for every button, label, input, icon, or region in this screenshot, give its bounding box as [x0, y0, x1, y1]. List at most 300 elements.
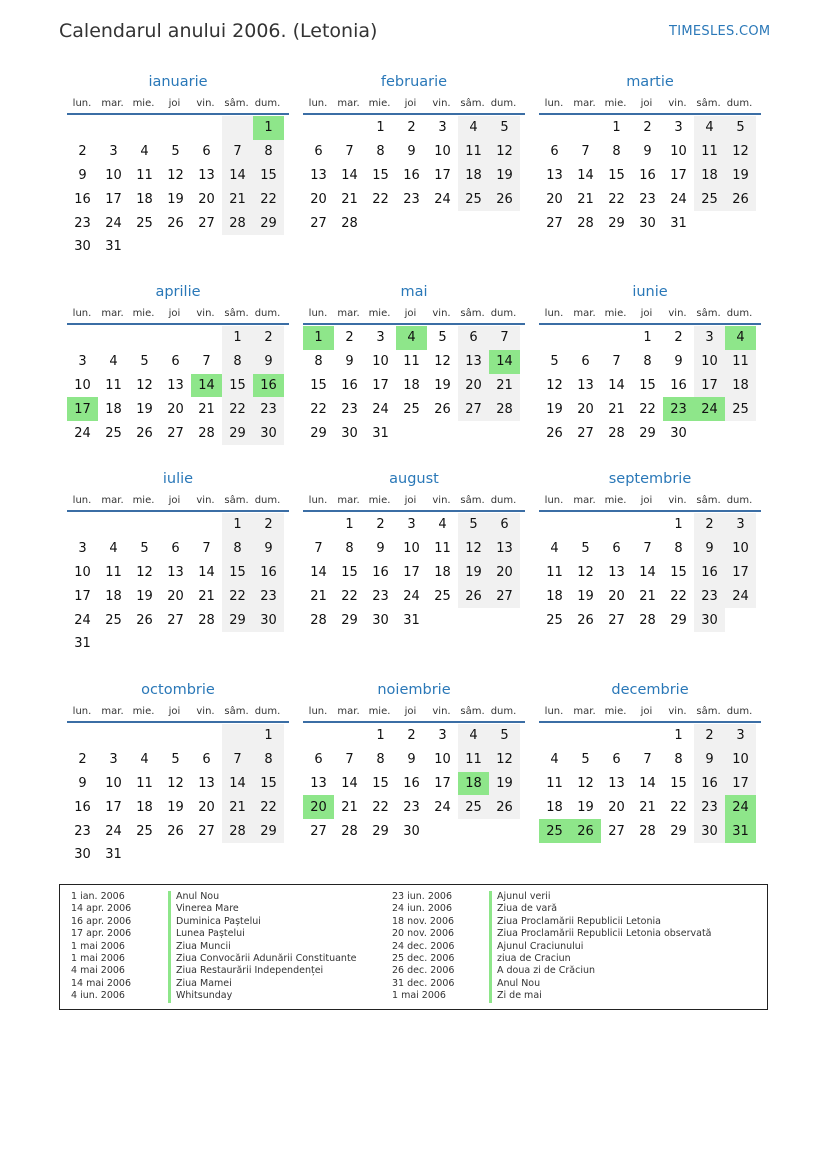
- weekday-label: joi: [640, 705, 653, 717]
- empty-cell: [539, 116, 570, 140]
- day-cell: 16: [74, 799, 91, 815]
- weekday-label: lun.: [308, 97, 328, 109]
- day-cell: 11: [546, 775, 563, 791]
- day-cell: 2: [674, 330, 683, 346]
- holiday-date: 16 apr. 2006: [71, 915, 132, 927]
- day-cell: 9: [345, 354, 354, 370]
- empty-cell: [539, 326, 570, 350]
- empty-cell: [601, 326, 632, 350]
- day-cell: 24: [372, 401, 389, 417]
- day-cell: 4: [140, 144, 149, 160]
- day-cell: 1: [253, 724, 284, 748]
- day-grid: [303, 724, 525, 843]
- day-cell: 20: [198, 191, 215, 207]
- day-cell: 10: [694, 350, 725, 374]
- day-cell: 27: [608, 823, 625, 839]
- empty-cell: [191, 116, 222, 140]
- holiday-day: 17: [67, 397, 98, 421]
- holiday-day: 23: [663, 397, 694, 421]
- day-cell: 5: [725, 116, 756, 140]
- month-iulie: [67, 468, 289, 656]
- empty-cell: [303, 724, 334, 748]
- day-cell: 11: [403, 354, 420, 370]
- holiday-name: Duminica Paștelui: [168, 916, 261, 928]
- day-cell: 7: [202, 541, 211, 557]
- holiday-date: 1 ian. 2006: [71, 891, 125, 902]
- weekday-label: vin.: [668, 494, 687, 506]
- day-cell: 22: [608, 191, 625, 207]
- month-februarie: [303, 71, 525, 235]
- day-cell: 30: [74, 847, 91, 863]
- day-cell: 29: [341, 612, 358, 628]
- holiday-name: A doua zi de Crăciun: [489, 965, 595, 977]
- day-cell: 9: [253, 350, 284, 374]
- day-cell: 18: [546, 588, 563, 604]
- empty-cell: [98, 116, 129, 140]
- empty-cell: [222, 724, 253, 748]
- day-cell: 10: [725, 537, 756, 561]
- day-cell: 29: [372, 823, 389, 839]
- empty-cell: [632, 724, 663, 748]
- holiday-date: 25 dec. 2006: [392, 952, 455, 964]
- day-cell: 8: [345, 541, 354, 557]
- weekday-header: [303, 701, 525, 723]
- day-cell: 23: [341, 401, 358, 417]
- holiday-name: Ziua Proclamării Republicii Letonia: [489, 916, 661, 928]
- weekday-label: dum.: [254, 307, 281, 319]
- day-cell: 8: [222, 350, 253, 374]
- holiday-day: 24: [694, 397, 725, 421]
- day-cell: 17: [105, 191, 122, 207]
- day-cell: 11: [694, 140, 725, 164]
- day-cell: 10: [670, 144, 687, 160]
- day-cell: 13: [458, 350, 489, 374]
- weekday-label: mar.: [573, 97, 596, 109]
- day-cell: 8: [314, 354, 323, 370]
- day-cell: 6: [314, 752, 323, 768]
- day-cell: 1: [674, 517, 683, 533]
- weekday-label: mie.: [132, 494, 155, 506]
- day-cell: 13: [310, 775, 327, 791]
- day-cell: 16: [403, 167, 420, 183]
- day-cell: 30: [372, 612, 389, 628]
- empty-cell: [427, 608, 458, 632]
- day-cell: 24: [74, 425, 91, 441]
- day-cell: 30: [253, 421, 284, 445]
- day-grid: [67, 326, 289, 445]
- day-cell: 18: [694, 164, 725, 188]
- day-cell: 6: [202, 144, 211, 160]
- empty-cell: [222, 235, 253, 259]
- day-cell: 26: [489, 187, 520, 211]
- holiday-name: Vinerea Mare: [168, 903, 239, 915]
- holiday-day: 26: [570, 819, 601, 843]
- weekday-label: mar.: [337, 705, 360, 717]
- holiday-list: [59, 884, 768, 1010]
- day-cell: 3: [109, 752, 118, 768]
- empty-cell: [489, 608, 520, 632]
- day-cell: 3: [78, 354, 87, 370]
- day-cell: 16: [74, 191, 91, 207]
- day-cell: 12: [167, 167, 184, 183]
- day-cell: 16: [639, 167, 656, 183]
- day-cell: 14: [222, 164, 253, 188]
- day-cell: 13: [198, 775, 215, 791]
- day-cell: 25: [403, 401, 420, 417]
- month-name: martie: [626, 74, 674, 90]
- empty-cell: [67, 116, 98, 140]
- weekday-label: mie.: [132, 705, 155, 717]
- day-cell: 31: [670, 215, 687, 231]
- day-grid: [303, 513, 525, 632]
- day-cell: 31: [403, 612, 420, 628]
- day-cell: 25: [136, 215, 153, 231]
- day-cell: 19: [136, 588, 153, 604]
- holiday-row: [71, 990, 357, 1002]
- day-cell: 24: [105, 215, 122, 231]
- weekday-label: mie.: [368, 494, 391, 506]
- day-cell: 17: [403, 564, 420, 580]
- day-cell: 18: [458, 164, 489, 188]
- holiday-name: Ajunul verii: [489, 891, 551, 903]
- day-cell: 2: [78, 144, 87, 160]
- day-grid: [539, 116, 761, 235]
- day-cell: 9: [253, 537, 284, 561]
- holiday-date: 1 mai 2006: [71, 952, 125, 964]
- day-cell: 17: [725, 561, 756, 585]
- weekday-label: vin.: [196, 97, 215, 109]
- holiday-row: [392, 990, 712, 1002]
- day-cell: 26: [546, 425, 563, 441]
- day-cell: 8: [253, 748, 284, 772]
- weekday-label: joi: [640, 494, 653, 506]
- day-cell: 1: [222, 513, 253, 537]
- weekday-header: [539, 490, 761, 512]
- day-cell: 28: [639, 612, 656, 628]
- day-cell: 1: [674, 728, 683, 744]
- weekday-label: mar.: [101, 705, 124, 717]
- weekday-label: joi: [168, 705, 181, 717]
- day-cell: 25: [136, 823, 153, 839]
- day-cell: 4: [140, 752, 149, 768]
- day-cell: 11: [136, 167, 153, 183]
- day-cell: 3: [694, 326, 725, 350]
- day-cell: 4: [550, 752, 559, 768]
- weekday-label: vin.: [196, 705, 215, 717]
- weekday-label: vin.: [668, 705, 687, 717]
- day-cell: 20: [167, 588, 184, 604]
- day-cell: 29: [253, 819, 284, 843]
- day-cell: 8: [612, 144, 621, 160]
- holiday-date: 18 nov. 2006: [392, 915, 455, 927]
- day-cell: 13: [310, 167, 327, 183]
- day-cell: 4: [550, 541, 559, 557]
- day-cell: 19: [725, 164, 756, 188]
- day-cell: 7: [345, 144, 354, 160]
- empty-cell: [396, 421, 427, 445]
- empty-cell: [222, 116, 253, 140]
- day-cell: 5: [438, 330, 447, 346]
- holiday-row: [71, 941, 357, 953]
- holiday-day: 25: [539, 819, 570, 843]
- day-cell: 28: [222, 211, 253, 235]
- day-cell: 16: [694, 772, 725, 796]
- holiday-date: 1 mai 2006: [392, 990, 446, 1002]
- holiday-row: [71, 903, 357, 915]
- weekday-label: mie.: [604, 97, 627, 109]
- day-cell: 22: [341, 588, 358, 604]
- day-cell: 10: [372, 354, 389, 370]
- month-mai: [303, 281, 525, 445]
- day-cell: 30: [253, 608, 284, 632]
- weekday-label: vin.: [196, 494, 215, 506]
- month-name: mai: [400, 284, 428, 300]
- holiday-row: [71, 928, 357, 940]
- weekday-label: mar.: [337, 97, 360, 109]
- day-cell: 14: [608, 377, 625, 393]
- empty-cell: [303, 116, 334, 140]
- weekday-label: lun.: [72, 97, 92, 109]
- day-cell: 22: [310, 401, 327, 417]
- day-cell: 19: [458, 561, 489, 585]
- day-cell: 8: [376, 144, 385, 160]
- day-cell: 11: [458, 140, 489, 164]
- day-cell: 21: [198, 588, 215, 604]
- day-cell: 12: [458, 537, 489, 561]
- day-cell: 25: [458, 795, 489, 819]
- day-cell: 5: [581, 752, 590, 768]
- day-cell: 22: [222, 397, 253, 421]
- holiday-date: 4 iun. 2006: [71, 990, 125, 1002]
- day-cell: 9: [674, 354, 683, 370]
- weekday-label: dum.: [726, 494, 753, 506]
- day-cell: 1: [376, 120, 385, 136]
- empty-cell: [489, 211, 520, 235]
- day-cell: 23: [694, 795, 725, 819]
- day-cell: 12: [546, 377, 563, 393]
- weekday-label: lun.: [544, 705, 564, 717]
- weekday-label: mar.: [337, 307, 360, 319]
- holiday-date: 4 mai 2006: [71, 965, 125, 977]
- empty-cell: [98, 724, 129, 748]
- day-cell: 13: [489, 537, 520, 561]
- day-cell: 20: [608, 588, 625, 604]
- weekday-label: lun.: [308, 494, 328, 506]
- day-cell: 13: [546, 167, 563, 183]
- day-cell: 30: [341, 425, 358, 441]
- weekday-header: [303, 303, 525, 325]
- day-cell: 27: [167, 612, 184, 628]
- weekday-label: vin.: [432, 494, 451, 506]
- day-cell: 5: [140, 541, 149, 557]
- day-cell: 19: [434, 377, 451, 393]
- empty-cell: [129, 326, 160, 350]
- weekday-label: mar.: [101, 97, 124, 109]
- day-cell: 9: [376, 541, 385, 557]
- empty-cell: [427, 819, 458, 843]
- day-cell: 26: [136, 612, 153, 628]
- day-cell: 24: [670, 191, 687, 207]
- day-cell: 26: [489, 795, 520, 819]
- month-aprilie: [67, 281, 289, 445]
- day-cell: 16: [694, 561, 725, 585]
- empty-cell: [427, 211, 458, 235]
- day-cell: 15: [372, 167, 389, 183]
- day-cell: 20: [458, 374, 489, 398]
- day-cell: 9: [643, 144, 652, 160]
- page-title: Calendarul anului 2006. (Letonia): [59, 20, 378, 42]
- day-cell: 16: [341, 377, 358, 393]
- weekday-label: sâm.: [460, 97, 485, 109]
- weekday-label: mie.: [368, 97, 391, 109]
- day-cell: 9: [407, 144, 416, 160]
- day-cell: 27: [608, 612, 625, 628]
- day-cell: 23: [253, 584, 284, 608]
- holiday-name: Anul Nou: [168, 891, 219, 903]
- holiday-day: 31: [725, 819, 756, 843]
- day-cell: 3: [725, 724, 756, 748]
- holiday-date: 17 apr. 2006: [71, 928, 132, 940]
- day-cell: 25: [105, 612, 122, 628]
- day-cell: 12: [577, 564, 594, 580]
- day-cell: 6: [171, 541, 180, 557]
- day-cell: 26: [167, 215, 184, 231]
- day-cell: 15: [639, 377, 656, 393]
- day-cell: 2: [376, 517, 385, 533]
- weekday-label: mie.: [368, 307, 391, 319]
- day-cell: 19: [489, 772, 520, 796]
- day-cell: 14: [639, 564, 656, 580]
- day-cell: 27: [198, 823, 215, 839]
- day-cell: 10: [725, 748, 756, 772]
- day-cell: 16: [372, 564, 389, 580]
- day-cell: 2: [407, 120, 416, 136]
- day-cell: 30: [694, 608, 725, 632]
- empty-cell: [539, 724, 570, 748]
- holiday-row: [392, 903, 712, 915]
- day-cell: 3: [109, 144, 118, 160]
- day-cell: 2: [643, 120, 652, 136]
- day-cell: 8: [643, 354, 652, 370]
- holiday-name: Anul Nou: [489, 978, 540, 990]
- day-cell: 31: [105, 239, 122, 255]
- empty-cell: [160, 235, 191, 259]
- day-cell: 30: [403, 823, 420, 839]
- day-cell: 22: [372, 191, 389, 207]
- day-cell: 20: [310, 191, 327, 207]
- day-cell: 18: [105, 588, 122, 604]
- empty-cell: [427, 421, 458, 445]
- day-cell: 9: [694, 748, 725, 772]
- day-cell: 27: [577, 425, 594, 441]
- weekday-label: lun.: [72, 307, 92, 319]
- empty-cell: [334, 724, 365, 748]
- day-cell: 26: [434, 401, 451, 417]
- brand-link[interactable]: TIMESLES.COM: [669, 24, 771, 39]
- day-cell: 30: [694, 819, 725, 843]
- holiday-row: [392, 953, 712, 965]
- day-cell: 20: [577, 401, 594, 417]
- day-cell: 17: [670, 167, 687, 183]
- day-cell: 19: [489, 164, 520, 188]
- empty-cell: [334, 116, 365, 140]
- day-grid: [539, 326, 761, 445]
- weekday-label: mie.: [604, 307, 627, 319]
- day-cell: 22: [372, 799, 389, 815]
- day-cell: 5: [171, 144, 180, 160]
- holiday-column-right: [392, 891, 712, 1003]
- day-cell: 6: [550, 144, 559, 160]
- weekday-label: sâm.: [224, 97, 249, 109]
- weekday-label: dum.: [490, 97, 517, 109]
- day-cell: 1: [345, 517, 354, 533]
- empty-cell: [191, 632, 222, 656]
- weekday-label: joi: [640, 97, 653, 109]
- empty-cell: [253, 632, 284, 656]
- day-cell: 8: [376, 752, 385, 768]
- day-cell: 12: [489, 140, 520, 164]
- empty-cell: [160, 843, 191, 867]
- day-grid: [303, 326, 525, 445]
- weekday-header: [67, 490, 289, 512]
- holiday-name: Whitsunday: [168, 990, 232, 1002]
- weekday-label: vin.: [432, 97, 451, 109]
- day-cell: 18: [136, 799, 153, 815]
- day-cell: 14: [341, 775, 358, 791]
- holiday-name: Zi de mai: [489, 990, 542, 1002]
- day-cell: 25: [725, 397, 756, 421]
- day-cell: 28: [608, 425, 625, 441]
- empty-cell: [160, 724, 191, 748]
- day-cell: 19: [167, 191, 184, 207]
- holiday-date: 20 nov. 2006: [392, 928, 455, 940]
- day-cell: 3: [438, 120, 447, 136]
- day-cell: 1: [612, 120, 621, 136]
- day-cell: 22: [670, 588, 687, 604]
- day-cell: 17: [694, 374, 725, 398]
- weekday-label: dum.: [490, 705, 517, 717]
- day-cell: 29: [253, 211, 284, 235]
- weekday-label: sâm.: [460, 705, 485, 717]
- day-cell: 25: [105, 425, 122, 441]
- holiday-date: 14 apr. 2006: [71, 903, 132, 915]
- holiday-date: 24 iun. 2006: [392, 903, 453, 915]
- empty-cell: [67, 326, 98, 350]
- empty-cell: [129, 513, 160, 537]
- weekday-label: mie.: [368, 705, 391, 717]
- weekday-header: [539, 303, 761, 325]
- holiday-date: 23 iun. 2006: [392, 891, 453, 902]
- day-cell: 26: [458, 584, 489, 608]
- day-cell: 27: [310, 215, 327, 231]
- day-cell: 15: [253, 772, 284, 796]
- day-cell: 29: [310, 425, 327, 441]
- weekday-label: joi: [404, 494, 417, 506]
- day-cell: 29: [670, 612, 687, 628]
- day-cell: 10: [434, 752, 451, 768]
- empty-cell: [365, 211, 396, 235]
- holiday-row: [392, 891, 712, 903]
- day-cell: 15: [310, 377, 327, 393]
- day-cell: 13: [198, 167, 215, 183]
- day-cell: 12: [577, 775, 594, 791]
- empty-cell: [160, 116, 191, 140]
- empty-cell: [160, 513, 191, 537]
- day-cell: 29: [222, 608, 253, 632]
- day-cell: 5: [171, 752, 180, 768]
- month-septembrie: [539, 468, 761, 632]
- day-cell: 26: [167, 823, 184, 839]
